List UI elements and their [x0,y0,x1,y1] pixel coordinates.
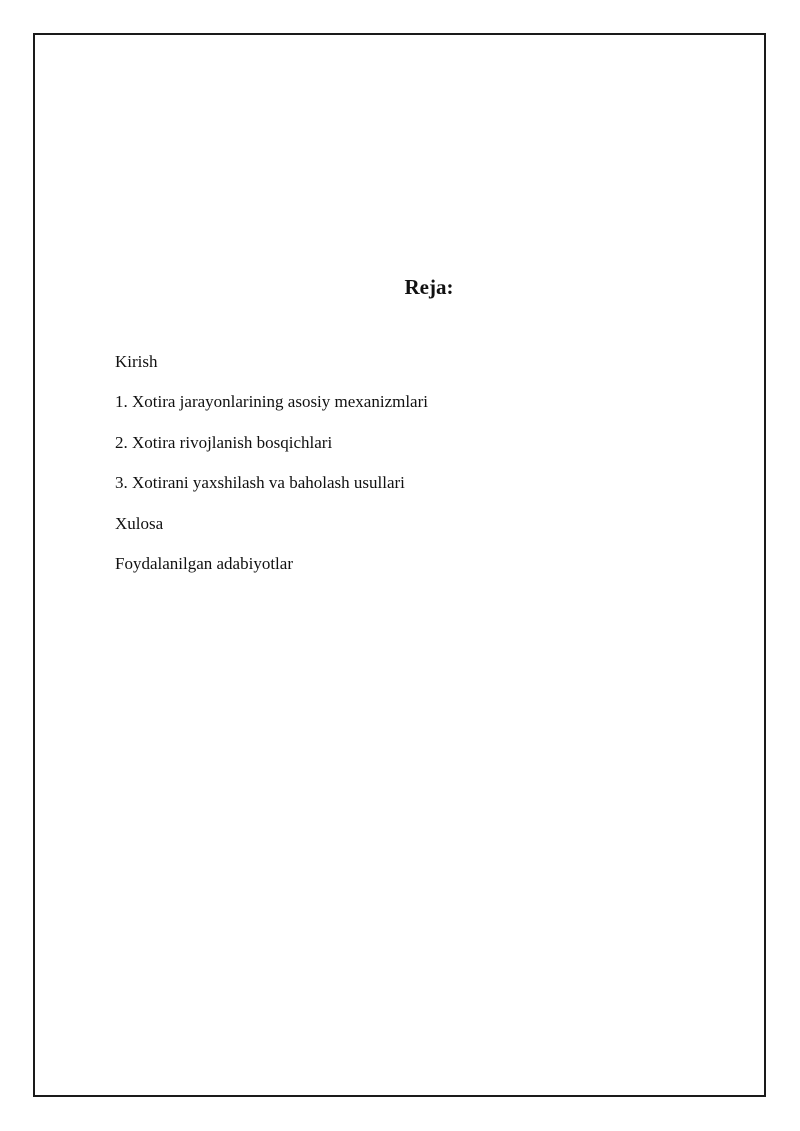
table-of-contents [115,351,428,593]
toc-item-references: Foydalanilgan adabiyotlar [115,553,293,573]
toc-item-2: 2. Xotira rivojlanish bosqichlari [115,432,333,452]
toc-item-conclusion: Xulosa [115,513,164,533]
toc-item-3: 3. Xotirani yaxshilash va baholash usullari [115,473,405,493]
page-title: Reja: [404,275,454,299]
toc-item-1: 1. Xotira jarayonlarining asosiy mexanizmlari [115,392,428,412]
toc-item-introduction: Kirish [115,352,158,371]
